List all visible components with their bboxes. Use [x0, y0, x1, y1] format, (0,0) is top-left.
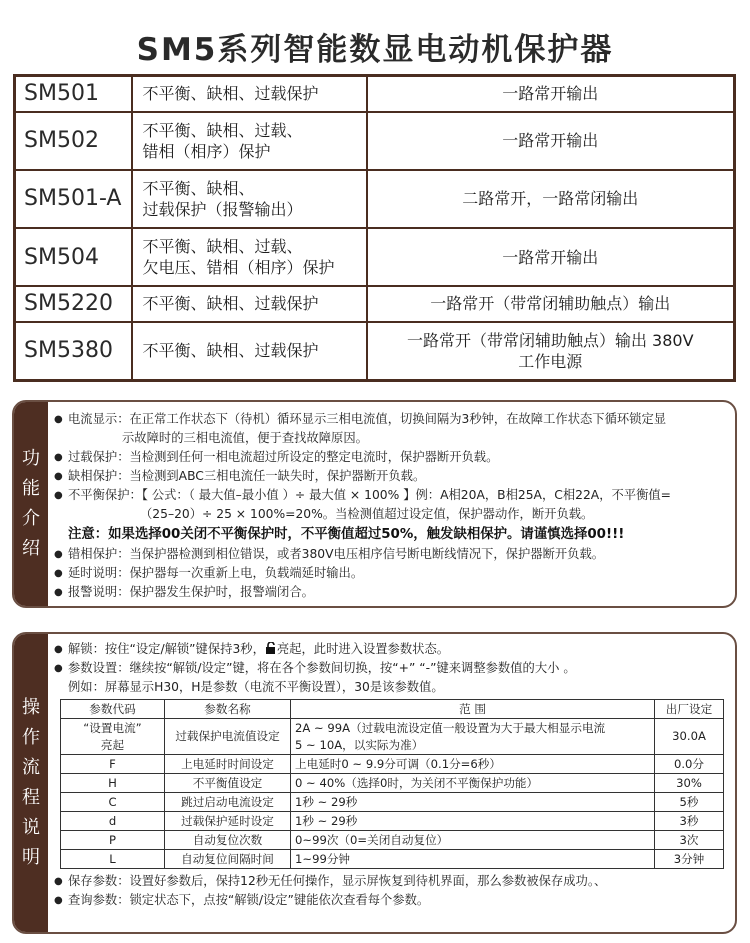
param-range	[291, 812, 655, 831]
params-example: 例如：屏幕显示H30，H是参数（电流不平衡设置），30是该参数值。	[68, 680, 444, 694]
param-default: 5秒	[655, 793, 724, 812]
model-code: SM5220	[15, 286, 132, 322]
model-output	[367, 228, 735, 286]
param-code-line: C	[108, 794, 117, 809]
param-default: 30.0A	[655, 719, 724, 755]
param-range	[291, 793, 655, 812]
unlock-text: 解锁：按住“设定/解锁”键保持3秒，	[68, 642, 265, 656]
section-label-char: 功	[22, 448, 40, 469]
unbalance-description-cont: （25–20）÷ 25 × 100%=20%。当检测值超过设定值，保护器动作，断开负载。	[140, 507, 594, 521]
param-name: 自动复位次数	[165, 831, 291, 850]
model-row	[15, 228, 735, 286]
model-code: SM501	[15, 76, 132, 112]
model-row	[15, 286, 735, 322]
display-description-cont: 示故障时的三相电流值，便于查找故障原因。	[122, 431, 368, 445]
param-default: 3秒	[655, 812, 724, 831]
model-output-line: 一路常开输出	[502, 84, 599, 104]
param-code-line: “设置电流”	[83, 720, 142, 735]
operation-label	[14, 634, 48, 932]
section-label-char: 明	[22, 847, 40, 868]
model-feature-line: 不平衡、缺相、过载、	[142, 237, 303, 257]
model-output-line: 一路常开（带常闭辅助触点）输出	[430, 294, 671, 314]
param-range-line: 0 ~ 40%（选择0时，为关闭不平衡保护功能）	[295, 775, 539, 790]
unlock-description	[54, 640, 729, 659]
param-code	[61, 774, 165, 793]
functions-body	[54, 410, 729, 602]
param-code	[61, 812, 165, 831]
param-code-line: 亮起	[100, 737, 125, 752]
section-label-char: 程	[22, 787, 40, 808]
model-row	[15, 112, 735, 170]
section-label-char: 绍	[22, 538, 40, 559]
model-code: SM504	[15, 228, 132, 286]
display-description: ● 电流显示：在正常工作状态下（待机）循环显示三相电流值，切换间隔为3秒钟，在故障工作状态下循环锁定显	[54, 410, 729, 429]
param-range-line: 1~99分钟	[295, 851, 351, 866]
operation-body	[54, 640, 729, 928]
model-code: SM502	[15, 112, 132, 170]
save-description: ● 保存参数：设置好参数后，保持12秒无任何操作，显示屏恢复到待机界面，那么参数被保存成功。、	[54, 872, 729, 891]
query-description: ● 查询参数：锁定状态下，点按“解锁/设定”键能依次查看每个参数。	[54, 891, 729, 910]
param-range-line: 0~99次（0=关闭自动复位）	[295, 832, 449, 847]
param-range-line: 1秒 ~ 29秒	[295, 813, 358, 828]
unbalance-description: ● 不平衡保护：【 公式：（ 最大值–最小值 ）÷ 最大值 × 100% 】例：A相20A，B相25A，C相22A，不平衡值=	[54, 486, 729, 505]
param-code-line: L	[109, 851, 116, 866]
page-title: SM5系列智能数显电动机保护器	[136, 32, 614, 68]
param-range	[291, 719, 655, 755]
model-features	[132, 76, 367, 112]
model-feature-line: 错相（相序）保护	[142, 141, 271, 161]
model-output-line: 一路常开输出	[502, 247, 599, 267]
param-range	[291, 774, 655, 793]
model-output	[367, 170, 735, 228]
model-feature-line: 不平衡、缺相、过载保护	[142, 84, 319, 104]
delay-description: ● 延时说明：保护器每一次重新上电，负载端延时输出。	[54, 564, 729, 583]
params-header-cell: 参数名称	[165, 700, 291, 719]
wrong-phase-description: ● 错相保护：当保护器检测到相位错误，或者380V电压相序信号断电断线情况下，保护器断开负载。	[54, 545, 729, 564]
param-range	[291, 755, 655, 774]
param-default: 3分钟	[655, 850, 724, 869]
param-name: 自动复位间隔时间	[165, 850, 291, 869]
alarm-description: ● 报警说明：保护器发生保护时，报警端闭合。	[54, 583, 729, 602]
model-features	[132, 286, 367, 322]
section-label-char: 能	[22, 478, 40, 499]
params-table	[60, 699, 724, 869]
model-feature-line: 过载保护（报警输出）	[142, 199, 303, 219]
param-name: 上电延时时间设定	[165, 755, 291, 774]
unlock-icon	[265, 642, 277, 654]
param-default: 3次	[655, 831, 724, 850]
param-code-line: d	[108, 813, 117, 828]
param-code	[61, 793, 165, 812]
model-feature-line: 不平衡、缺相、	[142, 178, 255, 198]
model-output-line: 一路常开输出	[502, 131, 599, 151]
model-row	[15, 322, 735, 381]
params-row	[61, 831, 724, 850]
model-row	[15, 170, 735, 228]
param-default: 0.0分	[655, 755, 724, 774]
params-header-cell: 范 围	[291, 700, 655, 719]
phase-loss-description: ● 缺相保护：当检测到ABC三相电流任一缺失时，保护器断开负载。	[54, 467, 729, 486]
params-header-cell: 参数代码	[61, 700, 165, 719]
model-features	[132, 228, 367, 286]
param-code	[61, 850, 165, 869]
model-row	[15, 76, 735, 112]
param-range	[291, 831, 655, 850]
params-row	[61, 793, 724, 812]
section-label-char: 操	[22, 697, 40, 718]
section-label-char: 流	[22, 757, 40, 778]
model-output	[367, 112, 735, 170]
param-name: 过载保护电流值设定	[165, 719, 291, 755]
model-code: SM5380	[15, 322, 132, 381]
model-output-line: 工作电源	[518, 351, 583, 371]
operation-section	[12, 632, 737, 934]
section-label-char: 介	[22, 508, 40, 529]
functions-section	[12, 400, 737, 608]
param-code	[61, 719, 165, 755]
param-code	[61, 755, 165, 774]
model-output-line: 一路常开（带常闭辅助触点）输出 380V	[406, 330, 694, 350]
param-code	[61, 831, 165, 850]
model-output	[367, 322, 735, 381]
param-range-line: 上电延时0 ~ 9.9分可调（0.1分=6秒）	[295, 756, 501, 771]
model-feature-line: 不平衡、缺相、过载、	[142, 120, 303, 140]
section-label-char: 作	[22, 727, 40, 748]
params-header-cell: 出厂设定	[655, 700, 724, 719]
params-setting-description: ● 参数设置：继续按“解锁/设定”键，将在各个参数间切换，按“+” “-”键来调整参数值的大小 。	[54, 659, 729, 678]
model-feature-line: 不平衡、缺相、过载保护	[142, 294, 319, 314]
param-range	[291, 850, 655, 869]
param-code-line: P	[109, 832, 116, 847]
param-default: 30%	[655, 774, 724, 793]
functions-label	[14, 402, 48, 606]
param-name: 不平衡值设定	[165, 774, 291, 793]
param-code-line: F	[109, 756, 116, 771]
param-range-line: 2A ~ 99A（过载电流设定值一般设置为大于最大相显示电流	[295, 720, 606, 735]
param-code-line: H	[108, 775, 117, 790]
model-output	[367, 286, 735, 322]
param-range-line: 1秒 ~ 29秒	[295, 794, 358, 809]
model-output	[367, 76, 735, 112]
params-row	[61, 719, 724, 755]
overload-description: ● 过载保护：当检测到任何一相电流超过所设定的整定电流时，保护器断开负载。	[54, 448, 729, 467]
model-feature-line: 不平衡、缺相、过载保护	[142, 341, 319, 361]
params-row	[61, 755, 724, 774]
param-name: 跳过启动电流设定	[165, 793, 291, 812]
param-range-line: 5 ~ 10A，以实际为准）	[295, 737, 424, 752]
model-features	[132, 322, 367, 381]
warning-note: 注意：如果选择00关闭不平衡保护时，不平衡值超过50%，触发缺相保护。请谨慎选择00!!!	[68, 527, 625, 542]
model-features	[132, 170, 367, 228]
section-label-char: 说	[22, 817, 40, 838]
model-feature-line: 欠电压、错相（相序）保护	[142, 258, 335, 278]
unlock-text-after: 亮起，此时进入设置参数状态。	[276, 642, 450, 656]
models-table	[13, 74, 736, 382]
model-output-line: 二路常开，一路常闭输出	[462, 189, 639, 209]
model-features	[132, 112, 367, 170]
model-code: SM501-A	[15, 170, 132, 228]
params-row	[61, 774, 724, 793]
params-row	[61, 850, 724, 869]
params-row	[61, 812, 724, 831]
param-name: 过载保护延时设定	[165, 812, 291, 831]
